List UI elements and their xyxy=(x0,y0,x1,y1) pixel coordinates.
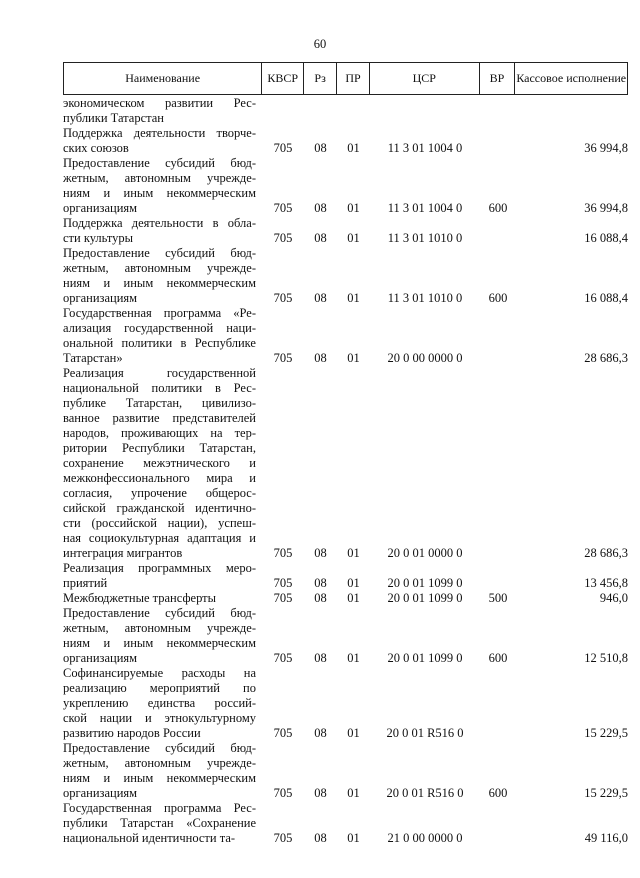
row-rz: 08 xyxy=(314,831,327,845)
row-name-line: ниям и иным некоммерческим xyxy=(63,186,256,200)
table-row xyxy=(63,96,628,126)
table-row xyxy=(63,126,628,156)
row-name xyxy=(63,246,262,306)
row-sum: 49 116,0 xyxy=(584,831,628,845)
row-kvsr: 705 xyxy=(273,591,293,605)
row-name-line: Предоставление субсидий бюд- xyxy=(63,246,256,260)
header-pr: ПР xyxy=(337,63,370,94)
row-kvsr: 705 xyxy=(273,786,293,800)
header-kassovoe-ispolnenie: Кассовое исполнение xyxy=(516,71,627,85)
row-name-line: публики Татарстан xyxy=(63,111,165,125)
row-name-line: Реализация государственной xyxy=(63,366,256,380)
row-name-line: сти культуры xyxy=(63,231,134,245)
row-name-line: развитию народов России xyxy=(63,726,201,740)
row-name xyxy=(63,591,262,606)
row-csr: 11 3 01 1004 0 xyxy=(387,141,463,155)
row-name xyxy=(63,126,262,156)
row-name-line: ниям и иным некоммерческим xyxy=(63,771,256,785)
row-vr: 500 xyxy=(488,591,508,605)
row-name xyxy=(63,666,262,741)
row-name-line: организациям xyxy=(63,291,138,305)
table-row xyxy=(63,606,628,666)
row-name-line: организациям xyxy=(63,651,138,665)
row-name-line: жетным, автономным учрежде- xyxy=(63,261,256,275)
row-rz: 08 xyxy=(314,201,327,215)
row-name-line: Поддержка деятельности в обла- xyxy=(63,216,256,230)
row-name-line: жетным, автономным учрежде- xyxy=(63,621,256,635)
row-pr: 01 xyxy=(347,786,360,800)
row-name-line: ональной политики в Республике xyxy=(63,336,256,350)
row-name-line: интеграция мигрантов xyxy=(63,546,183,560)
row-name-line: Предоставление субсидий бюд- xyxy=(63,156,256,170)
row-rz: 08 xyxy=(314,786,327,800)
row-name-line: организациям xyxy=(63,786,138,800)
row-pr: 01 xyxy=(347,726,360,740)
row-name-line: Поддержка деятельности творче- xyxy=(63,126,256,140)
row-csr: 20 0 01 1099 0 xyxy=(387,591,463,605)
row-name-line: Предоставление субсидий бюд- xyxy=(63,741,256,755)
row-sum: 13 456,8 xyxy=(584,576,628,590)
row-name-line: Государственная программа Рес- xyxy=(63,801,256,815)
row-sum: 16 088,4 xyxy=(584,231,628,245)
row-name-line: ских союзов xyxy=(63,141,129,155)
table-row xyxy=(63,666,628,741)
row-vr: 600 xyxy=(488,786,508,800)
row-name-line: ниям и иным некоммерческим xyxy=(63,636,256,650)
row-sum: 15 229,5 xyxy=(584,726,628,740)
header-name: Наименование xyxy=(64,63,262,94)
row-name xyxy=(63,801,262,846)
row-pr: 01 xyxy=(347,201,360,215)
row-name-line: Предоставление субсидий бюд- xyxy=(63,606,256,620)
row-name-line: межконфессионального мира и xyxy=(63,471,256,485)
row-kvsr: 705 xyxy=(273,651,293,665)
table-header xyxy=(63,62,628,95)
row-name xyxy=(63,561,262,591)
row-pr: 01 xyxy=(347,351,360,365)
row-name xyxy=(63,156,262,216)
row-pr: 01 xyxy=(347,231,360,245)
row-name-line: сохранение межэтнического и xyxy=(63,456,256,470)
row-csr: 20 0 00 0000 0 xyxy=(387,351,463,365)
row-name xyxy=(63,306,262,366)
table-row xyxy=(63,156,628,216)
row-sum: 28 686,3 xyxy=(584,546,628,560)
row-rz: 08 xyxy=(314,231,327,245)
row-name-line: Межбюджетные трансферты xyxy=(63,591,217,605)
row-sum: 36 994,8 xyxy=(584,201,628,215)
header-vr: ВР xyxy=(480,63,516,94)
row-rz: 08 xyxy=(314,291,327,305)
row-csr: 20 0 01 0000 0 xyxy=(387,546,463,560)
row-rz: 08 xyxy=(314,576,327,590)
row-pr: 01 xyxy=(347,576,360,590)
row-csr: 11 3 01 1004 0 xyxy=(387,201,463,215)
row-csr: 11 3 01 1010 0 xyxy=(387,291,463,305)
row-name xyxy=(63,216,262,246)
table-row xyxy=(63,741,628,801)
header-kvsr: КВСР xyxy=(262,63,304,94)
row-name-line: организациям xyxy=(63,201,138,215)
row-pr: 01 xyxy=(347,831,360,845)
row-sum: 12 510,8 xyxy=(584,651,628,665)
row-name-line: сийской гражданской идентично- xyxy=(63,501,256,515)
row-csr: 20 0 01 1099 0 xyxy=(387,651,463,665)
row-vr: 600 xyxy=(488,201,508,215)
row-rz: 08 xyxy=(314,651,327,665)
row-name-line: публики Татарстан «Сохранение xyxy=(63,816,256,830)
row-name-line: публике Татарстан, цивилизо- xyxy=(63,396,256,410)
row-csr: 11 3 01 1010 0 xyxy=(387,231,463,245)
row-name xyxy=(63,96,262,126)
row-name-line: народов, проживающих на тер- xyxy=(63,426,256,440)
row-name-line: укреплению единства россий- xyxy=(63,696,256,710)
table-row xyxy=(63,366,628,561)
row-sum: 946,0 xyxy=(599,591,628,605)
row-rz: 08 xyxy=(314,591,327,605)
table-row xyxy=(63,591,628,606)
row-rz: 08 xyxy=(314,546,327,560)
row-pr: 01 xyxy=(347,141,360,155)
row-kvsr: 705 xyxy=(273,141,293,155)
row-name-line: экономическом развитии Рес- xyxy=(63,96,256,110)
row-name xyxy=(63,366,262,561)
row-vr: 600 xyxy=(488,651,508,665)
header-csr: ЦСР xyxy=(370,63,480,94)
row-kvsr: 705 xyxy=(273,351,293,365)
row-name-line: Софинансируемые расходы на xyxy=(63,666,256,680)
row-pr: 01 xyxy=(347,291,360,305)
row-kvsr: 705 xyxy=(273,291,293,305)
row-pr: 01 xyxy=(347,591,360,605)
row-sum: 16 088,4 xyxy=(584,291,628,305)
table-row xyxy=(63,246,628,306)
row-csr: 20 0 01 R516 0 xyxy=(386,786,464,800)
row-csr: 21 0 00 0000 0 xyxy=(387,831,463,845)
row-vr: 600 xyxy=(488,291,508,305)
header-rz: Рз xyxy=(304,63,337,94)
row-name-line: ванное развитие представителей xyxy=(63,411,256,425)
table-body xyxy=(63,96,628,846)
row-pr: 01 xyxy=(347,651,360,665)
row-name-line: ная социокультурная адаптация и xyxy=(63,531,256,545)
row-name-line: ализация государственной наци- xyxy=(63,321,256,335)
row-name-line: жетным, автономным учрежде- xyxy=(63,171,256,185)
row-csr: 20 0 01 1099 0 xyxy=(387,576,463,590)
row-name-line: Татарстан» xyxy=(63,351,123,365)
row-name-line: ской нации и этнокультурному xyxy=(63,711,256,725)
table-row xyxy=(63,801,628,846)
row-name-line: согласия, упрочение общерос- xyxy=(63,486,256,500)
row-name-line: Реализация программных меро- xyxy=(63,561,256,575)
row-name-line: сти (российской нации), успеш- xyxy=(63,516,256,530)
row-rz: 08 xyxy=(314,726,327,740)
table-row xyxy=(63,306,628,366)
row-sum: 28 686,3 xyxy=(584,351,628,365)
page-number: 60 xyxy=(313,37,327,51)
row-rz: 08 xyxy=(314,141,327,155)
row-pr: 01 xyxy=(347,546,360,560)
row-name-line: национальной политики в Рес- xyxy=(63,381,256,395)
row-sum: 36 994,8 xyxy=(584,141,628,155)
row-name-line: национальной идентичности та- xyxy=(63,831,236,845)
row-name-line: Государственная программа «Ре- xyxy=(63,306,256,320)
row-kvsr: 705 xyxy=(273,576,293,590)
row-csr: 20 0 01 R516 0 xyxy=(386,726,464,740)
table-row xyxy=(63,216,628,246)
row-kvsr: 705 xyxy=(273,231,293,245)
row-name-line: жетным, автономным учрежде- xyxy=(63,756,256,770)
row-name xyxy=(63,606,262,666)
row-kvsr: 705 xyxy=(273,831,293,845)
row-name-line: приятий xyxy=(63,576,108,590)
row-kvsr: 705 xyxy=(273,726,293,740)
row-kvsr: 705 xyxy=(273,201,293,215)
row-rz: 08 xyxy=(314,351,327,365)
row-name xyxy=(63,741,262,801)
row-sum: 15 229,5 xyxy=(584,786,628,800)
table-row xyxy=(63,561,628,591)
row-name-line: реализацию мероприятий по xyxy=(63,681,256,695)
row-kvsr: 705 xyxy=(273,546,293,560)
row-name-line: ритории Республики Татарстан, xyxy=(63,441,256,455)
row-name-line: ниям и иным некоммерческим xyxy=(63,276,256,290)
